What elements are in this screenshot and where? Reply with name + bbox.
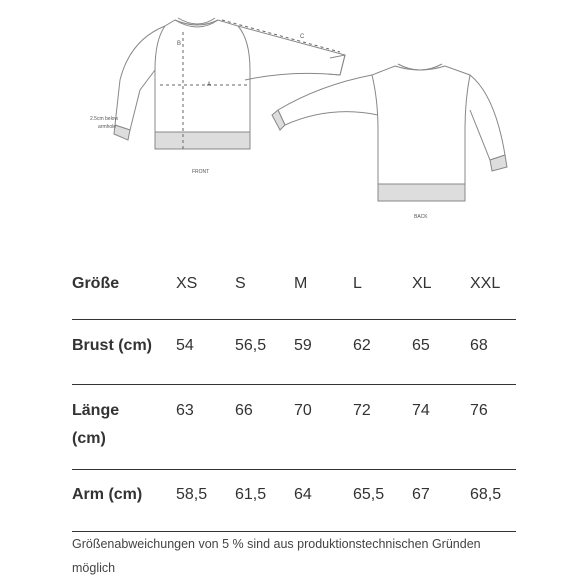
row-label-line2: (cm)	[72, 430, 106, 447]
row-label	[72, 385, 176, 470]
front-label: FRONT	[192, 169, 210, 175]
header-cell: XXL	[470, 263, 516, 320]
table-row-brust	[72, 320, 516, 385]
table-cell: 65	[412, 320, 470, 385]
table-cell: 54	[176, 320, 235, 385]
table-cell: 67	[412, 470, 470, 532]
sweatshirt-diagram	[0, 0, 585, 240]
label-a: A	[207, 82, 212, 88]
table-cell: 58,5	[176, 470, 235, 532]
back-label: BACK	[414, 214, 428, 220]
table-cell: 68,5	[470, 470, 516, 532]
header-cell: XL	[412, 263, 470, 320]
armhole-note-1: 2.5cm below	[90, 116, 119, 122]
header-cell: L	[353, 263, 412, 320]
table-cell: 72	[353, 385, 412, 470]
label-c: C	[300, 34, 305, 40]
size-table	[72, 263, 516, 532]
table-cell: 65,5	[353, 470, 412, 532]
header-label: Größe	[72, 263, 176, 320]
table-row-laenge	[72, 385, 516, 470]
table-cell: 66	[235, 385, 294, 470]
table-cell: 62	[353, 320, 412, 385]
size-deviation-note: Größenabweichungen von 5 % sind aus produktionstechnischen Gründen möglich	[72, 537, 481, 575]
table-cell: 56,5	[235, 320, 294, 385]
front-view	[114, 18, 345, 150]
size-header-row	[72, 263, 516, 320]
table-row-arm	[72, 470, 516, 532]
header-cell: XS	[176, 263, 235, 320]
label-b: B	[177, 41, 182, 47]
row-label: Brust (cm)	[72, 320, 176, 385]
table-cell: 74	[412, 385, 470, 470]
table-cell: 70	[294, 385, 353, 470]
armhole-note-2: armhole	[98, 124, 117, 130]
row-label-line1: Länge	[72, 402, 120, 419]
table-cell: 64	[294, 470, 353, 532]
table-cell: 59	[294, 320, 353, 385]
table-cell: 63	[176, 385, 235, 470]
row-label: Arm (cm)	[72, 470, 176, 532]
header-cell: S	[235, 263, 294, 320]
table-cell: 61,5	[235, 470, 294, 532]
back-view	[272, 64, 507, 201]
table-cell: 76	[470, 385, 516, 470]
header-cell: M	[294, 263, 353, 320]
table-cell: 68	[470, 320, 516, 385]
